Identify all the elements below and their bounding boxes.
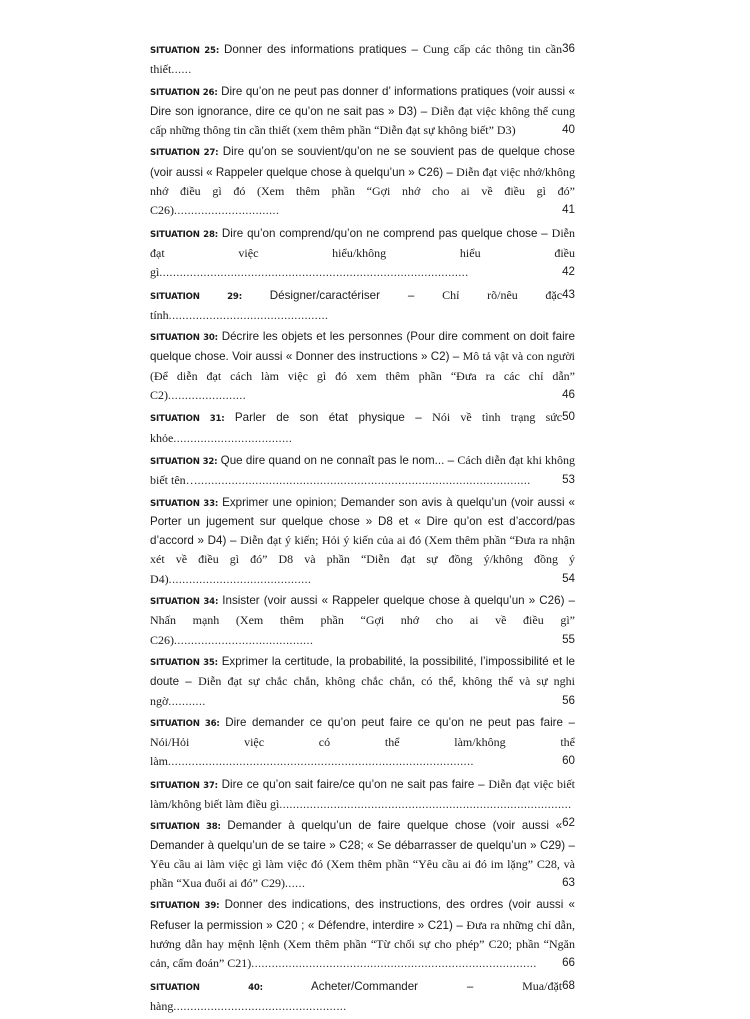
toc-situation-label: SITUATION 25:	[150, 46, 220, 56]
toc-leader-dots: .......................	[168, 389, 247, 403]
toc-page-number: 66	[562, 956, 575, 970]
toc-french-title: Désigner/caractériser –	[241, 288, 443, 302]
toc-situation-label: SITUATION 38:	[150, 822, 221, 833]
toc-french-title: Que dire quand on ne connaît pas le nom... –	[217, 453, 458, 467]
toc-entry-30	[150, 328, 575, 405]
toc-french-title: Insister (voir aussi « Rappeler quelque chose à quelqu’un » C26) –	[218, 594, 575, 608]
toc-vietnamese-title: Yêu cầu ai làm việc gì làm việc đó (Xem thêm phần “Yêu cầu ai đó im lặng” C28, và phần “Xua đuổi ai đó” C29)	[150, 856, 575, 891]
toc-situation-label: SITUATION 29:	[150, 291, 242, 302]
toc-vietnamese-title: Nói/Hỏi việc có thể làm/không thể làm	[150, 735, 575, 769]
toc-page-number: 42	[562, 265, 575, 279]
toc-leader-dots: ..................................................................................................	[197, 474, 531, 488]
toc-french-title: Parler de son état physique –	[224, 411, 433, 425]
toc-leader-dots: ....................................................................................	[251, 957, 537, 971]
toc-entry-27	[150, 143, 575, 220]
toc-vietnamese-title: Đưa ra những chỉ dẫn, hướng dẫn hay mệnh lệnh (Xem thêm phần “Từ chối sự cho phép” C20; phần “Ngăn cản, cấm đoán” C21)	[150, 917, 575, 971]
toc-vietnamese-title: Mô tả vật và con người (Để diễn đạt cách làm việc gì đó xem thêm phần “Đưa ra các chỉ dẫn” C2)	[150, 349, 575, 403]
toc-page-number: 60	[562, 754, 575, 768]
toc-vietnamese-title: Nói về tình trạng sức khỏe	[150, 410, 563, 445]
toc-leader-dots: ...........	[168, 694, 206, 708]
toc-page-number: 56	[562, 693, 575, 707]
toc-french-title: Demander à quelqu’un de faire quelque chose (voir aussi « Demander à quelqu’un de se taire » C28; « Se débarrasser de quelqu’un » C29) –	[150, 819, 575, 852]
toc-vietnamese-title: Chỉ rõ/nêu đặc tính	[150, 287, 563, 322]
toc-french-title: Exprimer la certitude, la probabilité, la possibilité, l’impossibilité et le doute –	[150, 654, 576, 689]
toc-entry-33	[150, 494, 575, 589]
toc-entry-35	[150, 653, 575, 711]
toc-leader-dots: ...................................................	[173, 999, 347, 1013]
toc-page-number: 46	[562, 388, 575, 402]
toc-french-title: Donner des indications, des instructions, des ordres (voir aussi « Refuser la permission » C20 ; « Défendre, interdire » C21) –	[150, 898, 576, 932]
toc-vietnamese-title: Diễn đạt việc biết làm/không biết làm điều gì	[150, 776, 576, 811]
toc-entry-34	[150, 592, 575, 650]
toc-entry-31	[150, 408, 575, 448]
toc-entry-38	[150, 817, 575, 893]
toc-french-title: Exprimer une opinion; Demander son avis à quelqu’un (voir aussi « Porter un jugement sur quelque chose » D8 et « Dire qu’on est d’accord/pas d’accord » D4) –	[150, 495, 576, 548]
toc-situation-label: SITUATION 40:	[150, 982, 263, 993]
toc-page-number: 53	[562, 473, 575, 487]
toc-situation-label: SITUATION 32:	[150, 456, 218, 467]
toc-leader-dots: .........................................	[174, 633, 314, 647]
toc-situation-label: SITUATION 30:	[150, 333, 218, 344]
toc-french-title: Dire ce qu’on sait faire/ce qu’on ne sait pas faire –	[217, 777, 489, 791]
toc-leader-dots: ......	[171, 63, 192, 77]
toc-vietnamese-title: Cách diễn đạt khi không biết tên…	[150, 452, 576, 488]
toc-leader-dots: ...........................................................................................	[159, 266, 469, 280]
toc-situation-label: SITUATION 33:	[150, 498, 219, 509]
toc-vietnamese-title: Diễn đạt việc hiểu/không hiểu điều gì	[150, 225, 575, 280]
table-of-contents	[150, 40, 575, 1019]
toc-french-title: Dire qu’on ne peut pas donner d’ informations pratiques (voir aussi « Dire son ignorance, dire ce qu’on ne sait pas » D3) –	[150, 84, 575, 118]
toc-page-number: 50	[562, 410, 575, 424]
toc-entry-36	[150, 714, 575, 772]
toc-page-number: 68	[562, 978, 575, 992]
toc-situation-label: SITUATION 31:	[150, 414, 225, 425]
toc-entry-25	[150, 40, 575, 80]
toc-situation-label: SITUATION 26:	[150, 87, 218, 98]
toc-situation-label: SITUATION 28:	[150, 229, 218, 240]
toc-situation-label: SITUATION 35:	[150, 657, 218, 668]
toc-french-title: Dire qu’on comprend/qu’on ne comprend pas quelque chose –	[217, 226, 552, 240]
toc-page-number: 55	[562, 632, 575, 646]
toc-leader-dots: ..........................................	[168, 572, 312, 586]
toc-entry-39	[150, 896, 575, 973]
toc-vietnamese-title: Cung cấp các thông tin cần thiết	[150, 42, 563, 77]
toc-leader-dots: ...............................	[174, 204, 280, 218]
toc-vietnamese-title: Diễn đạt ý kiến; Hỏi ý kiến của ai đó (Xem thêm phần “Đưa ra nhận xét về điều gì đó” D8 và phần “Diễn đạt sự đồng ý/không đồng ý D4)	[150, 533, 575, 586]
toc-page-number: 40	[562, 123, 575, 137]
toc-vietnamese-title: Diễn đạt việc không thể cung cấp những thông tin cần thiết (xem thêm phần “Diễn đạt sự không biết” D3)	[150, 103, 575, 138]
toc-french-title: Donner des informations pratiques –	[219, 43, 423, 56]
toc-situation-label: SITUATION 36:	[150, 718, 220, 729]
toc-page-number: 62	[562, 816, 575, 830]
toc-page-number: 54	[562, 571, 575, 585]
toc-situation-label: SITUATION 34:	[150, 597, 219, 608]
toc-leader-dots: ...............................................	[168, 308, 329, 322]
toc-situation-label: SITUATION 39:	[150, 901, 220, 912]
toc-vietnamese-title: Diễn đạt sự chắc chắn, không chắc chắn, có thể, không thể và sự nghi ngờ	[150, 674, 576, 708]
toc-leader-dots: ......................................................................................	[279, 797, 572, 811]
toc-vietnamese-title: Diễn đạt việc nhớ/không nhớ điều gì đó (Xem thêm phần “Gợi nhớ cho ai về điều gì đó” C26)	[150, 164, 576, 218]
toc-page-number: 36	[562, 42, 575, 55]
toc-vietnamese-title: Mua/đặt hàng	[150, 978, 563, 1013]
toc-french-title: Dire qu’on se souvient/qu’on ne se souvient pas de quelque chose (voir aussi « Rappeler quelque chose à quelqu’un » C26) –	[150, 145, 575, 179]
toc-situation-label: SITUATION 37:	[150, 780, 218, 791]
toc-situation-label: SITUATION 27:	[150, 148, 219, 159]
toc-french-title: Dire demander ce qu’on peut faire ce qu’on ne peut pas faire –	[219, 715, 575, 729]
toc-page-number: 43	[562, 287, 575, 301]
toc-entry-40	[150, 977, 575, 1017]
toc-page-number: 63	[562, 876, 575, 890]
toc-vietnamese-title: Nhấn mạnh (Xem thêm phần “Gợi nhớ cho ai về điều gì” C26)	[150, 613, 575, 647]
toc-page-number: 41	[562, 203, 575, 217]
toc-leader-dots: ..........................................................................................	[168, 755, 474, 769]
toc-french-title: Décrire les objets et les personnes (Pour dire comment on doit faire quelque chose. Voir aussi « Donner des instructions » C2) –	[150, 330, 575, 364]
toc-entry-28	[150, 224, 575, 283]
toc-leader-dots: ......	[284, 877, 306, 891]
toc-entry-32	[150, 451, 575, 491]
toc-leader-dots: ...................................	[173, 431, 293, 445]
toc-entry-26	[150, 83, 575, 141]
toc-entry-29	[150, 286, 575, 326]
toc-french-title: Acheter/Commander –	[262, 979, 523, 993]
